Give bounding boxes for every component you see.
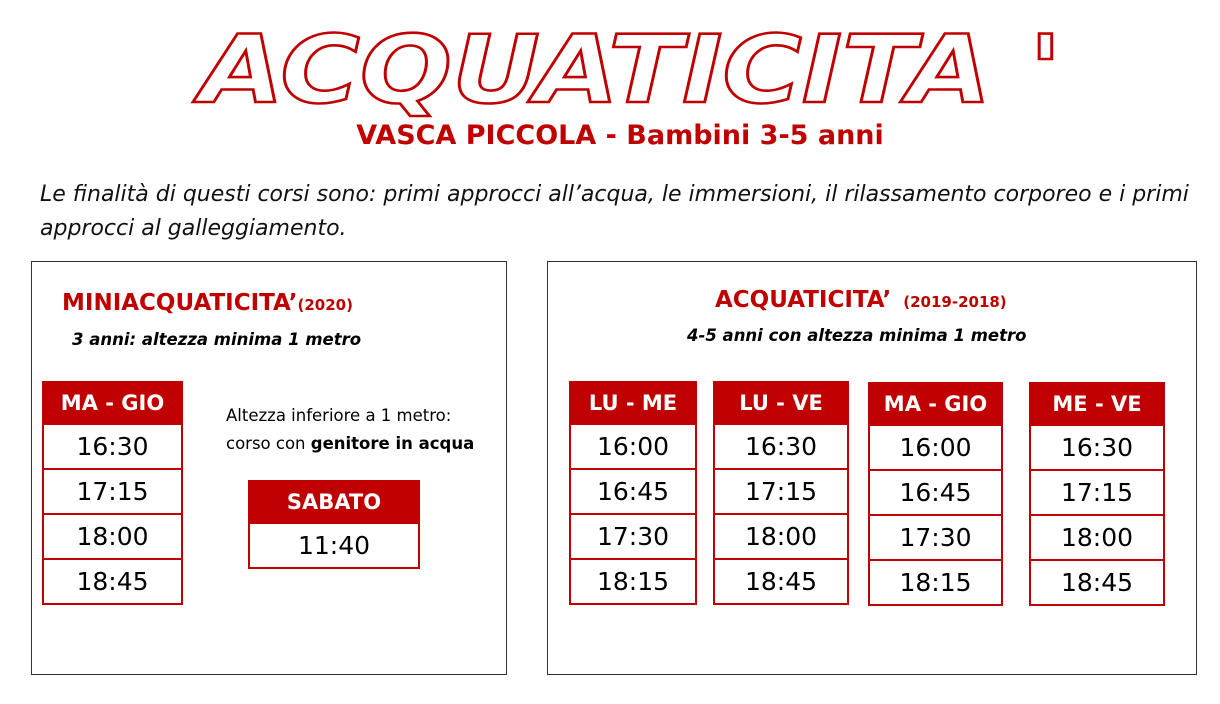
schedule-time: 16:45: [870, 469, 1001, 514]
schedule-day: ME - VE: [1031, 384, 1163, 426]
subtitle: VASCA PICCOLA - Bambini 3-5 anni: [356, 120, 884, 151]
schedule-time: 18:45: [715, 558, 847, 603]
schedule-time: 16:30: [76, 432, 149, 461]
schedule-day: MA - GIO: [870, 384, 1001, 426]
schedule-ma-gio: [868, 382, 1003, 606]
acquaticita-years: (2019-2018): [903, 293, 1007, 311]
miniacquaticita-years: (2020): [297, 296, 353, 314]
schedule-time: 18:15: [571, 558, 695, 603]
main-title: [0, 18, 1220, 118]
schedule-time: 17:30: [870, 514, 1001, 559]
schedule-day: LU - VE: [715, 383, 847, 425]
height-note-line1: Altezza inferiore a 1 metro:: [226, 406, 452, 425]
schedule-sabato: [248, 480, 420, 569]
schedule-time: 17:15: [715, 468, 847, 513]
height-note-prefix: corso con: [226, 434, 311, 453]
schedule-ma-gio-mini: [42, 381, 183, 605]
schedule-lu-ve: [713, 381, 849, 605]
schedule-time: 11:40: [297, 531, 371, 560]
main-title-text: ACQUATICITA ': [191, 18, 1063, 118]
schedule-time: 16:30: [744, 432, 818, 461]
schedule-time: 18:00: [1031, 514, 1163, 559]
schedule-time: 18:00: [44, 513, 181, 558]
miniacquaticita-title-text: MINIACQUATICITA’: [62, 290, 298, 316]
height-note-line2: [226, 430, 474, 458]
acquaticita-title: [715, 287, 1007, 313]
schedule-time: 18:45: [1031, 559, 1163, 604]
schedule-time: 18:45: [44, 558, 181, 603]
schedule-time: 16:45: [571, 468, 695, 513]
schedule-time: 17:15: [44, 468, 181, 513]
schedule-day: MA - GIO: [44, 383, 181, 425]
intro-text: Le finalità di questi corsi sono: primi approcci all’acqua, le immersioni, il rilassamento corporeo e i primi approcci al galleggiamento.: [40, 182, 1189, 241]
schedule-day: LU - ME: [571, 383, 695, 425]
schedule-time: 16:00: [596, 432, 670, 461]
schedule-time: 18:00: [715, 513, 847, 558]
schedule-time: 16:00: [899, 433, 972, 462]
miniacquaticita-title: [62, 290, 353, 316]
schedule-me-ve: [1029, 382, 1165, 606]
schedule-time: 18:15: [870, 559, 1001, 604]
height-note: [226, 402, 474, 458]
schedule-time: 17:30: [571, 513, 695, 558]
miniacquaticita-subtitle: 3 anni: altezza minima 1 metro: [72, 330, 362, 349]
schedule-time: 16:30: [1060, 433, 1134, 462]
schedule-day: SABATO: [250, 482, 418, 524]
schedule-lu-me: [569, 381, 697, 605]
schedule-time: 17:15: [1031, 469, 1163, 514]
acquaticita-title-text: ACQUATICITA’: [715, 287, 892, 313]
acquaticita-subtitle: 4-5 anni con altezza minima 1 metro: [687, 326, 1027, 345]
height-note-bold: genitore in acqua: [310, 434, 475, 453]
